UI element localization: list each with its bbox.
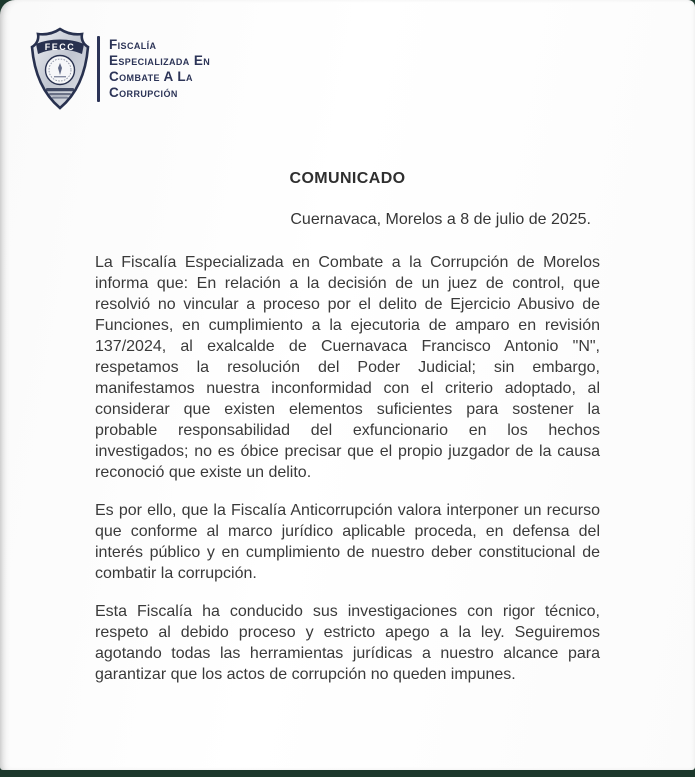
letterhead-divider: [97, 36, 100, 102]
org-name: [109, 37, 210, 100]
letterhead: [28, 27, 210, 111]
org-name-line-1: Fiscalía: [109, 37, 157, 53]
paragraph-2: Es por ello, que la Fiscalía Anticorrupción valora interponer un recurso que conforme al marco jurídico aplicable proceda, en defensa del interés público y en cumplimiento de nuestro deber constitucional de combatir la corrupción.: [95, 502, 600, 582]
paragraph-3: Esta Fiscalía ha conducido sus investigaciones con rigor técnico, respeto al debido proceso y estricto apego a la ley. Seguiremos agotando todas las herramientas jurídicas a nuestro alcance para garantizar que los actos de corrupción no queden impunes.: [95, 603, 600, 683]
org-name-line-2: Especializada En: [109, 53, 211, 69]
fecc-shield-icon: [28, 27, 92, 111]
dateline: Cuernavaca, Morelos a 8 de julio de 2025.: [290, 211, 591, 228]
badge-acronym: FECC: [44, 42, 76, 52]
document-body: [95, 252, 600, 702]
paragraph-1: La Fiscalía Especializada en Combate a la Corrupción de Morelos informa que: En relación a la decisión de un juez de control, que resolvió no vincular a proceso por el delito de Ejercicio Abusivo de Funciones, en cumplimiento a la ejecutoria de amparo en revisión 137/2024, al exalcalde de Cuernavaca Francisco Antonio "N", respetamos la resolución del Poder Judicial; sin embargo, manifestamos nuestra inconformidad con el criterio adoptado, al considerar que existen elementos suficientes para sostener la probable responsabilidad del exfuncionario en los hechos investigados; no es óbice precisar que el propio juzgador de la causa reconoció que existe un delito.: [95, 254, 600, 481]
org-name-line-3: Combate A La: [109, 69, 193, 84]
document-title: COMUNICADO: [289, 170, 406, 187]
org-name-line-4: Corrupción: [109, 84, 178, 100]
